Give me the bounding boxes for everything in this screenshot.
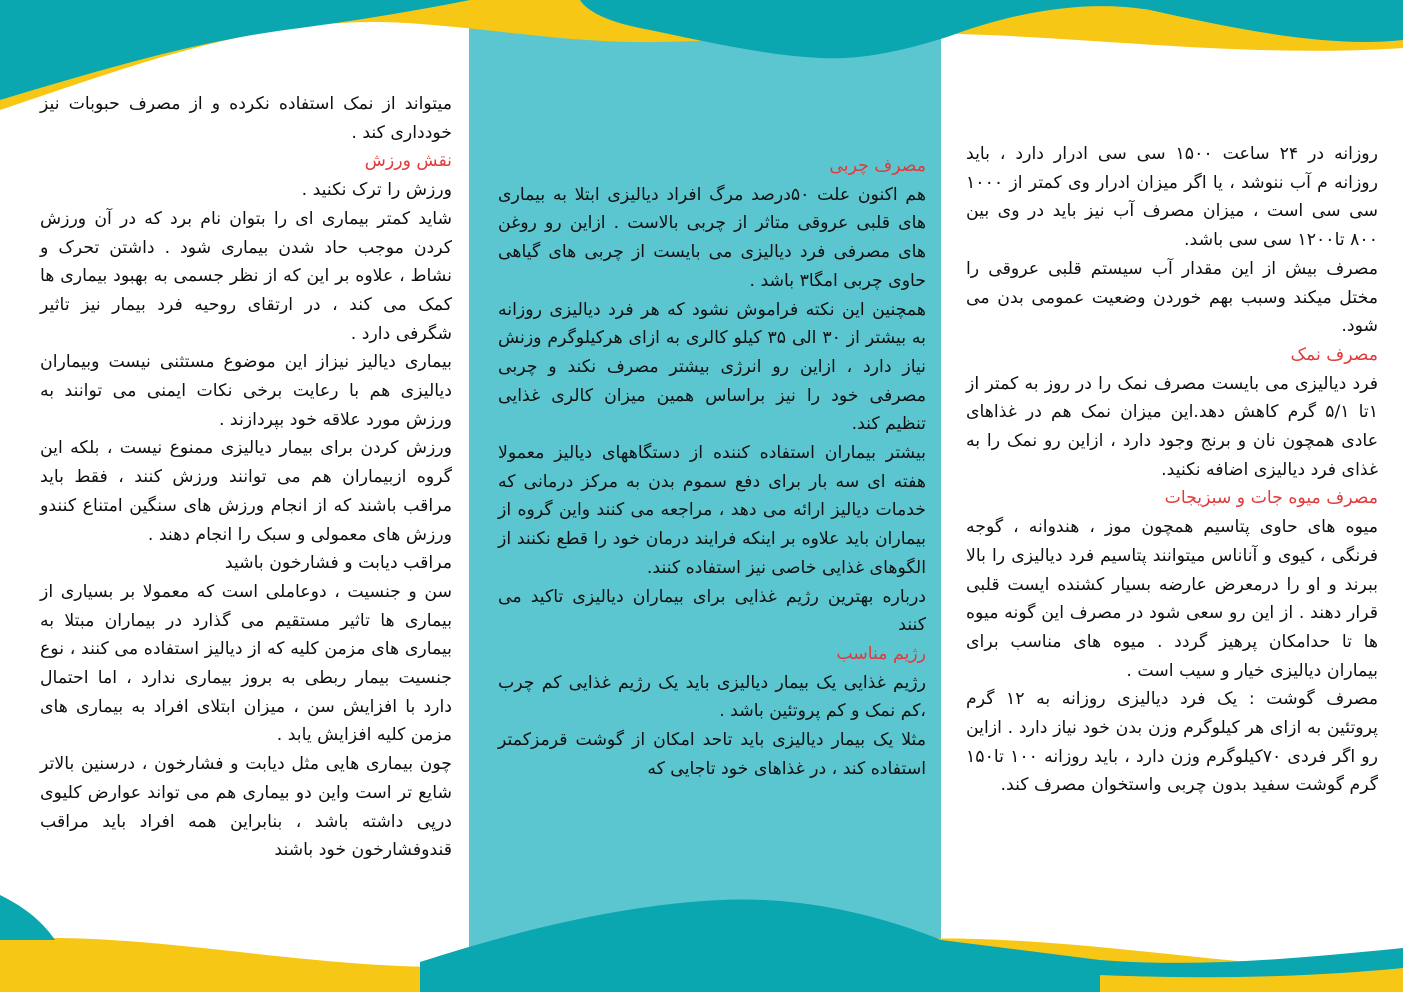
paragraph: میتواند از نمک استفاده نکرده و از مصرف حبوبات نیز خودداری کند . — [40, 94, 452, 143]
section-heading: مصرف نمک — [1290, 344, 1378, 365]
paragraph: مصرف بیش از این مقدار آب سیستم قلبی عروقی را مختل میکند وسبب بهم خوردن وضعیت عمومی بدن می شود. — [966, 258, 1378, 337]
paragraph: همچنین این نکته فراموش نشود که هر فرد دیالیزی روزانه به بیشتر از ۳۰ الی ۳۵ کیلو کالری به ازای هرکیلوگرم وزنش نیاز دارد ، ازاین رو انرژی بیشتر مصرف نکند و چربی مصرفی خود را نیز براساس همین میزان کالری غذایی تنظیم کند. — [498, 299, 926, 435]
paragraph: هم اکنون علت ۵۰درصد مرگ افراد دیالیزی ابتلا به بیماری های قلبی عروقی متاثر از چربی بالاست . ازاین رو روغن های مصرفی فرد دیالیزی می بایست از چربی های گیاهی حاوی چربی امگا۳ باشد . — [498, 184, 926, 291]
left-column — [40, 90, 452, 865]
paragraph: شاید کمتر بیماری ای را بتوان نام برد که در آن ورزش کردن موجب حاد شدن بیماری شود . داشتن تحرک و نشاط ، علاوه بر این که از نظر جسمی به بهبود بیماری ها کمک می کند ، در ارتقای روحیه فرد بیمار نیز تاثیر شگرفی دارد . — [40, 208, 452, 344]
paragraph: بیماری دیالیز نیزاز این موضوع مستثنی نیست وبیماران دیالیزی هم با رعایت برخی نکات ایمنی می توانند به ورزش مورد علاقه خود بپردازند . — [40, 352, 452, 430]
section-heading: مصرف میوه جات و سبزیجات — [1164, 488, 1378, 509]
paragraph: روزانه در ۲۴ ساعت ۱۵۰۰ سی سی ادرار دارد ، باید روزانه م آب ننوشد ، یا اگر میزان ادرار وی کمتر از ۱۰۰۰ سی سی است ، میزان مصرف آب نیز باید در وی بین ۸۰۰ تا۱۲۰۰ سی سی باشد. — [966, 144, 1378, 251]
paragraph: چون بیماری هایی مثل دیابت و فشارخون ، درسنین بالاتر شایع تر است واین دو بیماری هم می تواند عوارض کلیوی درپی داشته باشد ، بنابراین همه افراد باید مراقب قندوفشارخون خود باشند — [40, 754, 452, 861]
paragraph: فرد دیالیزی می بایست مصرف نمک را در روز به کمتر از ۱تا ۵/۱ گرم کاهش دهد.این میزان نمک هم در غذاهای عادی همچون نان و برنج وجود دارد ، ازاین رو نمک را به غذای فرد دیالیزی اضافه نکنید. — [966, 373, 1379, 480]
section-heading: رژیم مناسب — [836, 643, 926, 664]
paragraph: مراقب دیابت و فشارخون باشید — [224, 553, 452, 574]
paragraph: بیشتر بیماران استفاده کننده از دستگاههای دیالیز معمولا هفته ای سه بار برای دفع سموم بدن به مرکز درمانی که خدمات دیالیز ارائه می دهد ، مراجعه می کنند واین گروه از بیماران باید علاوه بر اینکه فرایند درمان خود را قطع نکنند از الگوهای غذایی خاصی نیز استفاده کنند. — [498, 443, 926, 578]
paragraph: مثلا یک بیمار دیالیزی باید تاحد امکان از گوشت قرمزکمتر استفاده کند ، در غذاهای خود تاجایی که — [498, 730, 926, 779]
bottom-left-teal — [0, 895, 55, 940]
paragraph: ورزش را ترک نکنید . — [301, 180, 452, 201]
section-heading: مصرف چربی — [829, 156, 926, 176]
middle-column — [498, 152, 926, 783]
paragraph: ورزش کردن برای بیمار دیالیزی ممنوع نیست ، بلکه این گروه ازبیماران هم می توانند ورزش کنند ، فقط باید مراقب باشند که از انجام ورزش های سنگین امتناع کنندو ورزش های معمولی و سبک را انجام دهند . — [40, 438, 452, 545]
paragraph: درباره بهترین رژیم غذایی برای بیماران دیالیزی تاکید می کنند — [498, 586, 926, 636]
paragraph: رژیم غذایی یک بیمار دیالیزی باید یک رژیم غذایی کم چرب ،کم نمک و کم پروتئین باشد . — [498, 672, 926, 722]
section-heading: نقش ورزش — [364, 151, 452, 172]
paragraph: میوه های حاوی پتاسیم همچون موز ، هندوانه ، گوجه فرنگی ، کیوی و آناناس میتوانند پتاسیم فرد دیالیزی را بالا ببرند و او را درمعرض عارضه بسیار کشنده ایست قلبی قرار دهند . از این رو سعی شود در مصرف این گونه میوه ها تا حدامکان پرهیز گردد . میوه های مناسب برای بیماران دیالیزی خیار و سیب است . — [966, 517, 1378, 681]
paragraph: سن و جنسیت ، دوعاملی است که معمولا بر بسیاری از بیماری ها تاثیر مستقیم می گذارد در بیماران مبتلا به بیماری های مزمن کلیه که از دیالیز استفاده می کنند ، نوع جنسیت بیمار ربطی به بروز بیماری ندارد ، اما احتمال دارد با افزایش سن ، میزان ابتلای افراد به بیماری های مزمن کلیه افزایش یابد . — [40, 581, 452, 746]
paragraph: مصرف گوشت : یک فرد دیالیزی روزانه به ۱۲ گرم پروتئین به ازای هر کیلوگرم وزن بدن خود نیاز دارد . ازاین رو اگر فردی ۷۰کیلوگرم وزن دارد ، باید روزانه ۱۰۰ تا۱۵۰ گرم گوشت سفید بدون چربی واستخوان مصرف کند. — [966, 689, 1378, 796]
right-column — [966, 140, 1378, 800]
